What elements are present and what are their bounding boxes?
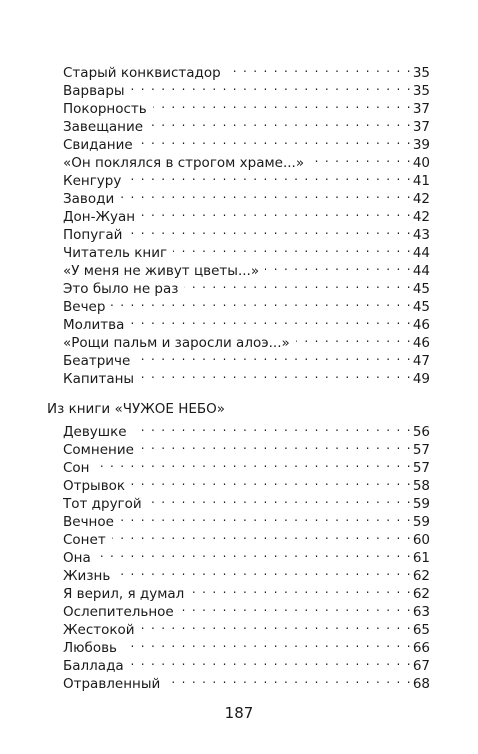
toc-entry-title: Покорность bbox=[63, 101, 147, 117]
dot-leader bbox=[180, 598, 412, 616]
toc-entry bbox=[63, 472, 430, 494]
dot-leader bbox=[310, 149, 412, 167]
toc-entry bbox=[63, 311, 430, 333]
toc-entry-page: 46 bbox=[412, 317, 430, 333]
toc-entry-page: 39 bbox=[412, 137, 430, 153]
table-of-contents bbox=[47, 59, 430, 692]
toc-entry-title: Любовь bbox=[63, 640, 118, 656]
toc-entry-page: 45 bbox=[412, 299, 430, 315]
toc-entry-page: 57 bbox=[412, 442, 430, 458]
toc-entry-title: Капитаны bbox=[63, 371, 135, 387]
toc-entry-page: 35 bbox=[412, 65, 430, 81]
toc-entry-title: «Он поклялся в строгом храме...» bbox=[63, 155, 305, 171]
toc-entry-page: 44 bbox=[412, 263, 430, 279]
toc-entries bbox=[63, 59, 430, 387]
toc-entry-page: 59 bbox=[412, 514, 430, 530]
toc-entry-title: Старый конквистадор bbox=[63, 65, 221, 81]
toc-entry-title: Дон-Жуан bbox=[63, 209, 136, 225]
toc-entry-title: Она bbox=[63, 550, 91, 566]
toc-entry-page: 62 bbox=[412, 586, 430, 602]
toc-entry-page: 61 bbox=[412, 550, 430, 566]
toc-entry bbox=[63, 526, 430, 548]
dot-leader bbox=[173, 239, 412, 257]
toc-entry-page: 66 bbox=[412, 640, 430, 656]
toc-entry bbox=[63, 293, 430, 315]
dot-leader bbox=[296, 329, 412, 347]
toc-entry-page: 37 bbox=[412, 119, 430, 135]
toc-entry-page: 62 bbox=[412, 568, 430, 584]
toc-entry-page: 37 bbox=[412, 101, 430, 117]
toc-entry-title: Вечное bbox=[63, 514, 114, 530]
toc-entry bbox=[63, 544, 430, 566]
page-number: 187 bbox=[224, 704, 254, 722]
dot-leader bbox=[227, 59, 412, 77]
dot-leader bbox=[111, 293, 411, 311]
toc-entries bbox=[63, 418, 430, 692]
toc-group-2 bbox=[47, 400, 430, 692]
toc-entry-page: 45 bbox=[412, 281, 430, 297]
toc-entry-page: 65 bbox=[412, 622, 430, 638]
toc-entry bbox=[63, 418, 430, 440]
section-heading: Из книги «ЧУЖОЕ НЕБО» bbox=[47, 401, 226, 417]
toc-entry-title: Кенгуру bbox=[63, 173, 122, 189]
toc-entry-title: Отравленный bbox=[63, 676, 161, 692]
toc-entry-page: 44 bbox=[412, 245, 430, 261]
toc-entry-title: Ослепительное bbox=[63, 604, 174, 620]
toc-entry-title: Завещание bbox=[63, 119, 144, 135]
toc-entry-page: 42 bbox=[412, 191, 430, 207]
toc-entry-title: Вечер bbox=[63, 299, 106, 315]
dot-leader bbox=[97, 544, 412, 562]
toc-entry-title: Девушке bbox=[63, 424, 127, 440]
toc-entry-title: Я верил, я думал bbox=[63, 586, 185, 602]
toc-entry-page: 47 bbox=[412, 353, 430, 369]
toc-entry-page: 35 bbox=[412, 83, 430, 99]
toc-entry-title: Тот другой bbox=[63, 496, 142, 512]
dot-leader bbox=[140, 365, 412, 383]
toc-entry-title: Жизнь bbox=[63, 568, 111, 584]
toc-entry bbox=[63, 454, 430, 476]
toc-entry-page: 43 bbox=[412, 227, 430, 243]
dot-leader bbox=[116, 562, 412, 580]
dot-leader bbox=[131, 77, 412, 95]
toc-entry-title: Это было не раз bbox=[63, 281, 179, 297]
toc-entry-title: Сомнение bbox=[63, 442, 134, 458]
dot-leader bbox=[130, 311, 411, 329]
dot-leader bbox=[128, 221, 411, 239]
toc-entry-page: 58 bbox=[412, 478, 430, 494]
dot-leader bbox=[136, 347, 411, 365]
toc-entry-page: 67 bbox=[412, 658, 430, 674]
toc-entry-title: Свидание bbox=[63, 137, 133, 153]
toc-entry-title: Попугай bbox=[63, 227, 123, 243]
toc-group-1 bbox=[47, 59, 430, 387]
toc-entry-page: 63 bbox=[412, 604, 430, 620]
dot-leader bbox=[112, 526, 412, 544]
dot-leader bbox=[141, 616, 412, 634]
dot-leader bbox=[140, 436, 412, 454]
toc-entry bbox=[63, 562, 430, 584]
dot-leader bbox=[130, 652, 412, 670]
toc-entry-page: 42 bbox=[412, 209, 430, 225]
toc-entry-title: Баллада bbox=[63, 658, 124, 674]
dot-leader bbox=[127, 167, 411, 185]
toc-entry-title: Сон bbox=[63, 460, 90, 476]
toc-entry-title: Заводи bbox=[63, 191, 115, 207]
toc-entry-page: 68 bbox=[412, 676, 430, 692]
toc-entry bbox=[63, 59, 430, 81]
toc-entry-page: 46 bbox=[412, 335, 430, 351]
toc-entry-title: Жестокой bbox=[63, 622, 135, 638]
toc-entry-page: 41 bbox=[412, 173, 430, 189]
toc-entry-page: 56 bbox=[412, 424, 430, 440]
dot-leader bbox=[148, 490, 412, 508]
dot-leader bbox=[133, 418, 412, 436]
dot-leader bbox=[166, 670, 412, 688]
toc-entry-page: 59 bbox=[412, 496, 430, 512]
toc-entry-title: Варвары bbox=[63, 83, 125, 99]
dot-leader bbox=[120, 508, 412, 526]
dot-leader bbox=[139, 131, 412, 149]
toc-entry-title: Читатель книг bbox=[63, 245, 168, 261]
toc-entry-page: 60 bbox=[412, 532, 430, 548]
dot-leader bbox=[123, 634, 412, 652]
dot-leader bbox=[120, 185, 412, 203]
toc-entry-title: «У меня не живут цветы...» bbox=[63, 263, 260, 279]
toc-entry bbox=[63, 580, 430, 602]
dot-leader bbox=[265, 257, 412, 275]
toc-entry-title: «Рощи пальм и заросли алоэ...» bbox=[63, 335, 290, 351]
toc-entry-title: Отрывок bbox=[63, 478, 126, 494]
toc-entry-page: 49 bbox=[412, 371, 430, 387]
dot-leader bbox=[96, 454, 412, 472]
toc-entry-page: 40 bbox=[412, 155, 430, 171]
dot-leader bbox=[153, 95, 412, 113]
toc-entry-page: 57 bbox=[412, 460, 430, 476]
toc-entry-title: Сонет bbox=[63, 532, 106, 548]
toc-entry-title: Молитва bbox=[63, 317, 125, 333]
dot-leader bbox=[141, 203, 412, 221]
dot-leader bbox=[184, 275, 411, 293]
dot-leader bbox=[149, 113, 412, 131]
dot-leader bbox=[190, 580, 412, 598]
toc-entry-title: Беатриче bbox=[63, 353, 131, 369]
dot-leader bbox=[131, 472, 412, 490]
